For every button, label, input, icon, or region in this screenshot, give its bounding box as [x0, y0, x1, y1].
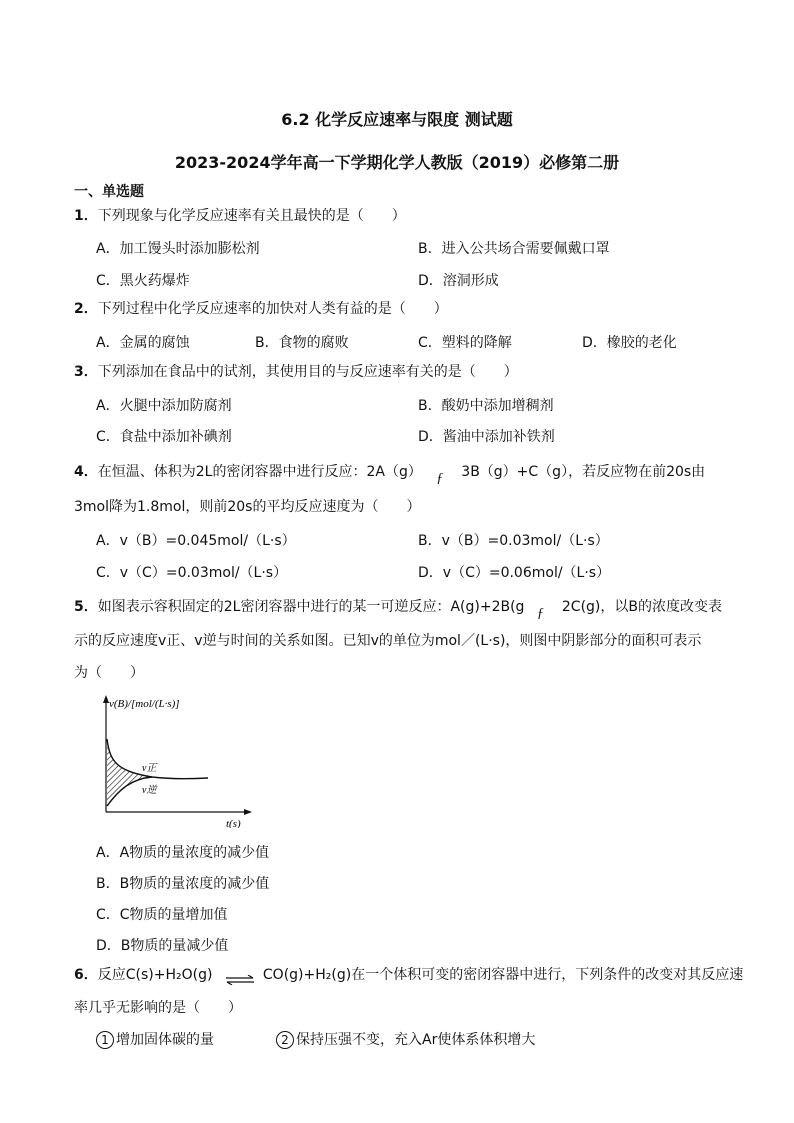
question-6-line2: 率几乎无影响的是（ ） — [74, 1000, 242, 1016]
question-stem: 下列过程中化学反应速率的加快对人类有益的是（ ） — [97, 301, 448, 317]
rate-time-graph-svg — [100, 693, 260, 828]
x-axis-arrow-icon — [244, 809, 252, 815]
question-number: 2． — [74, 301, 98, 317]
page-title: 6.2 化学反应速率与限度 测试题 — [281, 110, 513, 129]
q2-option-c[interactable]: C．塑料的降解 — [418, 335, 512, 351]
q1-option-a[interactable]: A．加工馒头时添加膨松剂 — [96, 241, 260, 257]
y-axis-label: v(B)/[mol/(L·s)] — [109, 698, 180, 710]
q4-option-c[interactable]: C．v（C）=0.03mol/（L·s） — [96, 565, 288, 581]
question-3 — [74, 361, 518, 383]
question-number: 6． — [74, 967, 98, 983]
q6-item-1[interactable] — [96, 1029, 214, 1049]
circled-number-1: 1 — [96, 1031, 114, 1049]
q4-option-a[interactable]: A．v（B）=0.045mol/（L·s） — [96, 533, 296, 549]
q3-option-c[interactable]: C．食盐中添加补碘剂 — [96, 429, 232, 445]
forward-rate-label: v正 — [142, 763, 157, 774]
equilibrium-symbol: ƒ — [436, 471, 444, 486]
question-stem: 下列添加在食品中的试剂，其使用目的与反应速率有关的是（ ） — [97, 364, 518, 380]
reversible-arrow-icon — [225, 970, 255, 980]
question-6 — [74, 964, 743, 986]
q2-option-a[interactable]: A．金属的腐蚀 — [96, 335, 190, 351]
question-5-line3: 为（ ） — [74, 665, 144, 681]
q2-option-b[interactable]: B．食物的腐败 — [255, 335, 349, 351]
x-axis-label: t(s) — [226, 818, 241, 828]
page-subtitle: 2023-2024学年高一下学期化学人教版（2019）必修第二册 — [174, 153, 620, 172]
question-5 — [74, 596, 722, 619]
q4-option-b[interactable]: B．v（B）=0.03mol/（L·s） — [418, 533, 609, 549]
q5-option-b[interactable]: B．B物质的量浓度的减少值 — [96, 876, 270, 892]
section-heading: 一、单选题 — [74, 184, 144, 200]
question-2 — [74, 298, 448, 320]
q4-option-d[interactable]: D．v（C）=0.06mol/（L·s） — [418, 565, 611, 581]
question-stem-part1: 在恒温、体积为2L的密闭容器中进行反应：2A（g） — [97, 464, 422, 480]
q3-option-a[interactable]: A．火腿中添加防腐剂 — [96, 398, 232, 414]
q1-option-b[interactable]: B．进入公共场合需要佩戴口罩 — [418, 241, 610, 257]
question-5-line2: 示的反应速度v正、v逆与时间的关系如图。已知v的单位为mol／(L·s)，则图中阴影部分的面积可表示 — [74, 633, 702, 649]
circled-number-2: 2 — [276, 1031, 294, 1049]
question-1 — [74, 205, 406, 227]
q6-item-2[interactable] — [276, 1029, 535, 1049]
q3-option-b[interactable]: B．酸奶中添加增稠剂 — [418, 398, 554, 414]
q6-item-1-text: 增加固体碳的量 — [116, 1032, 214, 1048]
question-stem-part2: CO(g)+H₂(g)在一个体积可变的密闭容器中进行，下列条件的改变对其反应速 — [262, 967, 744, 983]
reverse-rate-label: v逆 — [142, 785, 157, 796]
question-number: 4． — [74, 464, 98, 480]
question-stem-part1: 如图表示容积固定的2L密闭容器中进行的某一可逆反应：A(g)+2B(g — [97, 599, 525, 615]
question-number: 1． — [74, 208, 98, 224]
question-4 — [74, 461, 705, 484]
question-stem: 下列现象与化学反应速率有关且最快的是（ ） — [97, 208, 406, 224]
question-stem-part1: 反应C(s)+H₂O(g) — [97, 967, 213, 983]
equilibrium-symbol: ƒ — [536, 606, 544, 621]
question-number: 3． — [74, 364, 98, 380]
question-4-line2: 3mol降为1.8mol，则前20s的平均反应速度为（ ） — [74, 499, 421, 515]
q5-option-d[interactable]: D．B物质的量减少值 — [96, 938, 229, 954]
question-number: 5． — [74, 599, 98, 615]
q5-option-a[interactable]: A．A物质的量浓度的减少值 — [96, 845, 270, 861]
question-stem-part2: 3B（g）+C（g），若反应物在前20s由 — [461, 464, 706, 480]
q1-option-c[interactable]: C．黑火药爆炸 — [96, 273, 190, 289]
q2-option-d[interactable]: D．橡胶的老化 — [582, 335, 677, 351]
rate-time-graph — [100, 693, 260, 832]
q3-option-d[interactable]: D．酱油中添加补铁剂 — [418, 429, 555, 445]
q6-item-2-text: 保持压强不变，充入Ar使体系体积增大 — [296, 1032, 536, 1048]
question-stem-part2: 2C(g)，以B的浓度改变表 — [561, 599, 722, 615]
q5-option-c[interactable]: C．C物质的量增加值 — [96, 907, 228, 923]
q1-option-d[interactable]: D．溶洞形成 — [418, 273, 499, 289]
